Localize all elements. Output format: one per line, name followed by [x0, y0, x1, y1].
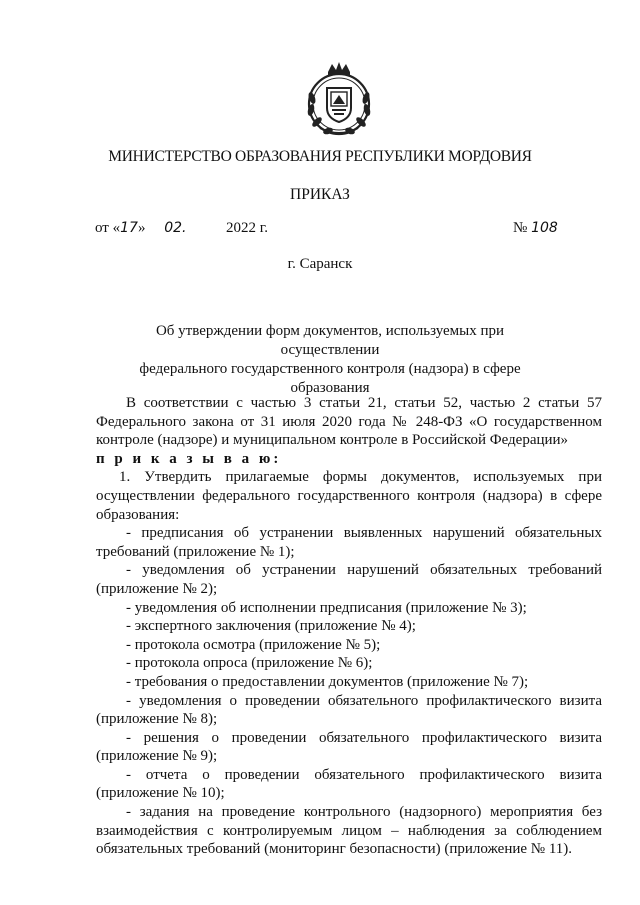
list-item: - отчета о проведении обязательного профилактического визита (приложение № 10);: [96, 766, 602, 802]
document-type: ПРИКАЗ: [290, 186, 350, 203]
order-body: [96, 394, 602, 859]
order-subject: [110, 322, 550, 398]
list-item: - уведомления об устранении нарушений обязательных требований (приложение № 2);: [96, 562, 602, 597]
city: г. Саранск: [287, 256, 353, 272]
list-item: - уведомления об исполнении предписания (приложение № 3);: [126, 599, 527, 616]
date-mid: »: [137, 220, 146, 236]
list-item: - экспертного заключения (приложение № 4);: [126, 618, 416, 635]
date-month: 02.: [164, 220, 187, 236]
coat-of-arms-icon: [298, 58, 380, 138]
list-item: - протокола осмотра (приложение № 5);: [126, 636, 381, 653]
date-year: 2022 г.: [226, 220, 268, 236]
subject-line-2: федерального государственного контроля (надзора) в сфере образования: [139, 361, 521, 396]
date-day: 17: [120, 220, 138, 236]
list-item: - уведомления о проведении обязательного профилактического визита (приложение № 8);: [96, 692, 602, 728]
number-label: №: [513, 220, 528, 236]
number-value: 108: [531, 220, 558, 236]
ministry-name: МИНИСТЕРСТВО ОБРАЗОВАНИЯ РЕСПУБЛИКИ МОРДОВИЯ: [108, 148, 532, 165]
order-word: п р и к а з ы в а ю:: [96, 450, 282, 467]
list-item: - предписания об устранении выявленных нарушений обязательных требований (приложение № 1);: [96, 525, 602, 560]
order-date: [95, 220, 186, 237]
item-1: 1. Утвердить прилагаемые формы документов, используемых при осуществлении федерального государственного контроля (надзора) в сфере образования:: [96, 469, 602, 523]
preamble: В соответствии с частью 3 статьи 21, статьи 52, частью 2 статьи 57 Федерального закона от 31 июля 2020 года № 248-ФЗ «О государственном контроле (надзоре) и муниципальном контроле в Российской Федерации»: [96, 395, 602, 449]
list-item: - решения о проведении обязательного профилактического визита (приложение № 9);: [96, 729, 602, 765]
list-item: - задания на проведение контрольного (надзорного) мероприятия без взаимодействия с контролируемым лицом – наблюдения за соблюдением обязательных требований (мониторинг безопасности) (приложение № 11).: [96, 804, 602, 858]
list-item: - протокола опроса (приложение № 6);: [126, 655, 373, 672]
date-prefix: от «: [95, 220, 121, 236]
order-number: [513, 220, 558, 237]
list-item: - требования о предоставлении документов (приложение № 7);: [126, 673, 529, 690]
subject-line-1: Об утверждении форм документов, используемых при осуществлении: [155, 323, 505, 358]
